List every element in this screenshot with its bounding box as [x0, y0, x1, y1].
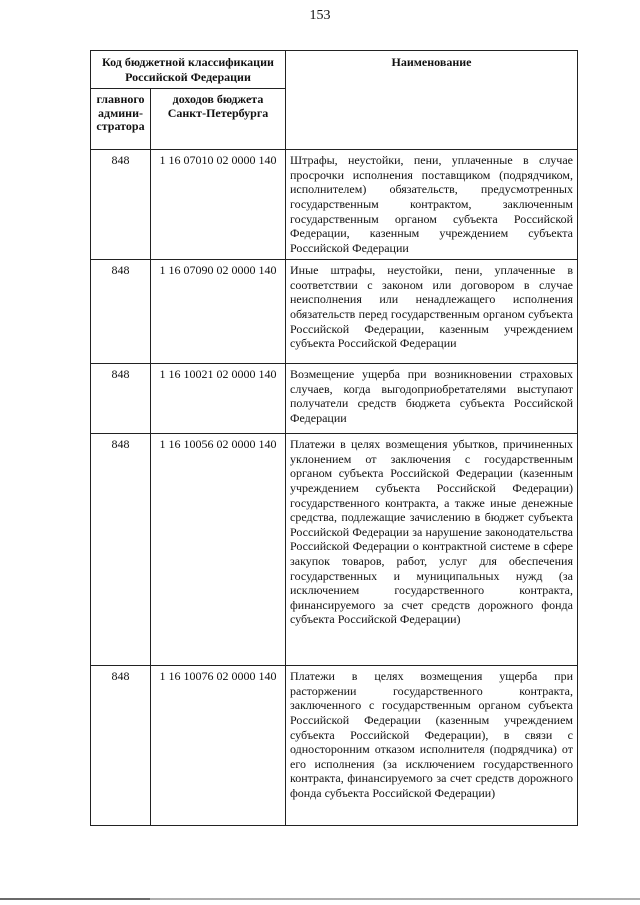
- name-text: Платежи в целях возмещения ущерба при расторжении государственного контракта, заключенного с государственным органом субъекта Российской Федерации (казенным учреждением субъекта Российской Федерации), в связи с односторонним отказом исполнителя (подрядчика) от его исполнения (за исключением государственного контракта, финансируемого за счет средств дорожного фонда субъекта Российской Федерации): [290, 669, 573, 800]
- name-text: Платежи в целях возмещения убытков, причиненных уклонением от заключения с государственным органом субъекта Российской Федерации (казенным учреждением субъекта Российской Федерации) государственного контракта, а также иные денежные средства, подлежащие зачислению в бюджет субъекта Российской Федерации за нарушение законодательства Российской Федерации о контрактной системе в сфере закупок товаров, работ, услуг для обеспечения государственных и муниципальных нужд (за исключением государственного контракта, финансируемого за счет средств дорожного фонда субъекта Российской Федерации): [290, 437, 573, 627]
- budget-classification-table: [90, 50, 578, 826]
- budget-code-cell: 1 16 10056 02 0000 140: [151, 434, 286, 666]
- name-text: Иные штрафы, неустойки, пени, уплаченные в соответствии с законом или договором в случае неисполнения или ненадлежащего исполнения обязательств перед государственным органом субъекта Российской Федерации, казенным учреждением субъекта Российской Федерации: [290, 263, 573, 351]
- classification-code-header: Код бюджетной классификации Российской Федерации: [91, 51, 286, 89]
- admin-code-cell: 848: [91, 434, 151, 666]
- budget-code-cell: 1 16 07090 02 0000 140: [151, 260, 286, 364]
- spb-budget-revenue-header: доходов бюджета Санкт-Петербурга: [151, 89, 286, 150]
- admin-code-cell: 848: [91, 260, 151, 364]
- admin-code-cell: 848: [91, 150, 151, 260]
- table-row: [91, 260, 578, 364]
- table-row: [91, 150, 578, 260]
- budget-code-cell: 1 16 10076 02 0000 140: [151, 666, 286, 826]
- table-row: [91, 666, 578, 826]
- scan-edge-line: [0, 898, 640, 900]
- name-header: Наименование: [286, 51, 578, 150]
- name-cell: [286, 364, 578, 434]
- name-cell: [286, 434, 578, 666]
- header-row-1: [91, 51, 578, 89]
- admin-code-cell: 848: [91, 364, 151, 434]
- name-text: Штрафы, неустойки, пени, уплаченные в случае просрочки исполнения поставщиком (подрядчиком, исполнителем) обязательств, предусмотренных государственным контрактом, заключенным государственным органом субъекта Российской Федерации, казенным учреждением субъекта Российской Федерации: [290, 153, 573, 255]
- budget-code-cell: 1 16 07010 02 0000 140: [151, 150, 286, 260]
- budget-code-cell: 1 16 10021 02 0000 140: [151, 364, 286, 434]
- chief-administrator-header: главного админи-стратора: [91, 89, 151, 150]
- name-cell: [286, 260, 578, 364]
- name-cell: [286, 666, 578, 826]
- name-cell: [286, 150, 578, 260]
- admin-code-cell: 848: [91, 666, 151, 826]
- table-row: [91, 364, 578, 434]
- table-row: [91, 434, 578, 666]
- name-text: Возмещение ущерба при возникновении страховых случаев, когда выгодоприобретателями выступают получатели средств бюджета субъекта Российской Федерации: [290, 367, 573, 425]
- page-number: 153: [309, 8, 331, 23]
